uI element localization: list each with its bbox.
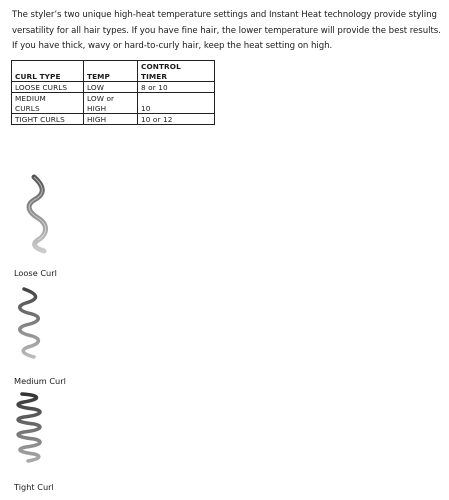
table-header-row	[12, 61, 215, 82]
medium-curl-image	[12, 286, 52, 360]
cell-timer: 10	[138, 93, 215, 114]
intro-line: The styler’s two unique high-heat temperature settings and Instant Heat technology provide styling	[12, 10, 437, 20]
medium-curl-caption: Medium Curl	[14, 376, 66, 386]
cell-temp: HIGH	[84, 114, 138, 125]
cell-timer: 8 or 10	[138, 82, 215, 93]
cell-timer: 10 or 12	[138, 114, 215, 125]
table-row	[12, 82, 215, 93]
tight-curl-image	[12, 390, 52, 464]
table-row	[12, 114, 215, 125]
cell-temp: LOW	[84, 82, 138, 93]
intro-line: If you have thick, wavy or hard-to-curly hair, keep the heat setting on high.	[12, 41, 333, 51]
intro-paragraph	[12, 8, 444, 55]
intro-line: versatility for all hair types. If you have fine hair, the lower temperature will provide the best results.	[12, 25, 441, 36]
cell-temp: LOW or HIGH	[84, 93, 138, 114]
cell-curl-type: MEDIUM CURLS	[12, 93, 84, 114]
header-control-timer	[138, 61, 215, 82]
tight-curl-caption: Tight Curl	[14, 482, 54, 492]
header-control-timer-line2: TIMER	[141, 71, 168, 81]
cell-curl-type: TIGHT CURLS	[12, 114, 84, 125]
loose-curl-image	[22, 174, 54, 254]
header-temp: TEMP	[84, 61, 138, 82]
cell-curl-type: LOOSE CURLS	[12, 82, 84, 93]
curl-settings-table	[11, 60, 215, 125]
header-control-timer-line1: CONTROL	[141, 62, 181, 71]
header-curl-type: CURL TYPE	[12, 61, 84, 82]
table-row	[12, 93, 215, 114]
loose-curl-caption: Loose Curl	[14, 268, 57, 278]
